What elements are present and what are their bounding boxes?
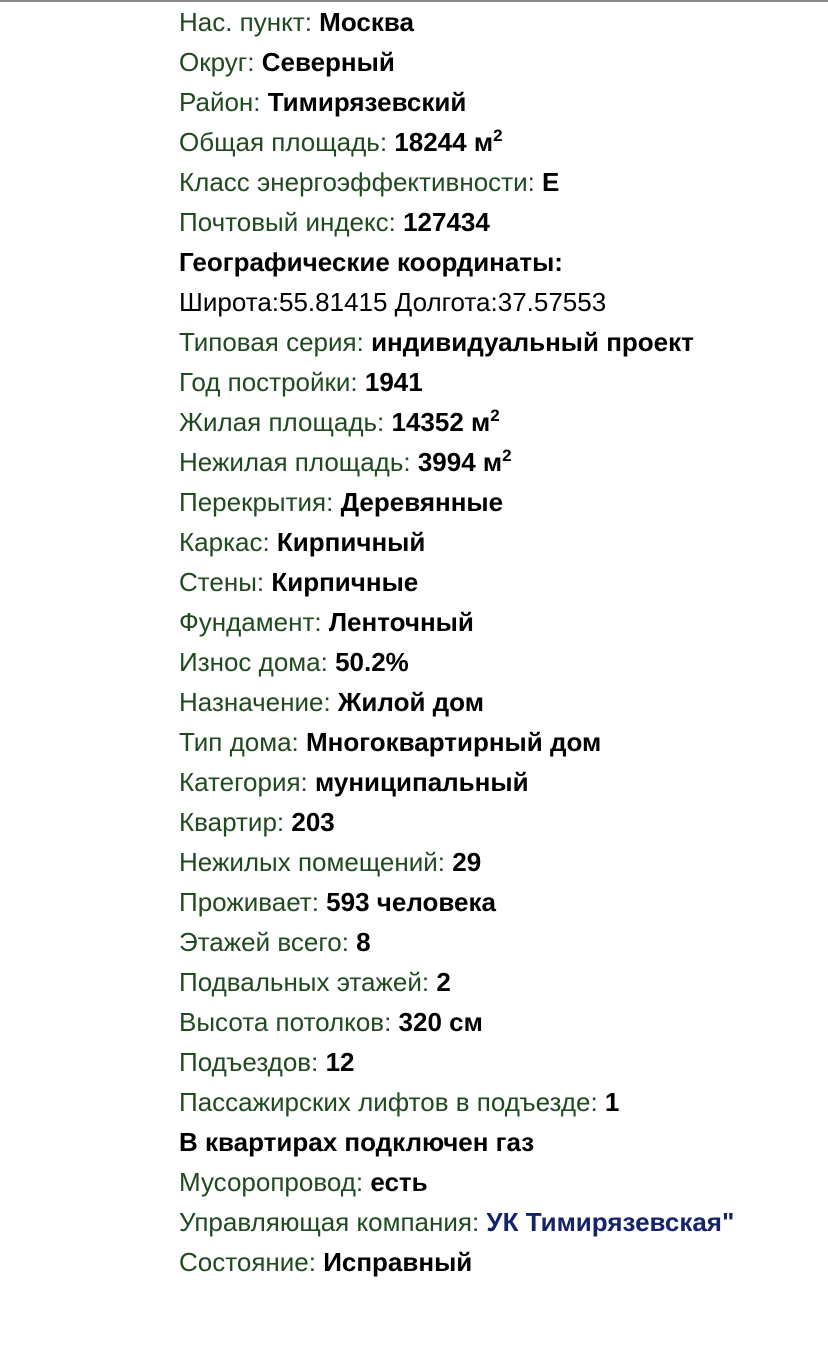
row-series [179, 322, 819, 362]
residents-label: Проживает: [179, 887, 327, 917]
row-apartments [179, 802, 819, 842]
house-type-value: Многоквартирный дом [305, 727, 602, 757]
row-okrug [179, 42, 819, 82]
row-category [179, 762, 819, 802]
ceiling-height-value: 320 см [398, 1007, 483, 1037]
settlement-value: Москва [319, 7, 414, 37]
house-info-list [179, 2, 819, 1282]
walls-value: Кирпичные [271, 567, 419, 597]
energy-class-value: Е [542, 167, 560, 197]
condition-label: Состояние: [179, 1247, 324, 1277]
apartments-value: 203 [291, 807, 335, 837]
geo-coords: Широта:55.81415 Долгота:37.57553 [179, 287, 607, 317]
basement-floors-label: Подвальных этажей: [179, 967, 437, 997]
row-foundation [179, 602, 819, 642]
okrug-label: Округ: [179, 47, 262, 77]
district-label: Район: [179, 87, 268, 117]
nonliving-area-value [418, 447, 512, 477]
category-value: муниципальный [315, 767, 529, 797]
row-geo-coords [179, 282, 819, 322]
row-year-built [179, 362, 819, 402]
row-total-area [179, 122, 819, 162]
row-district [179, 82, 819, 122]
energy-class-label: Класс энергоэффективности: [179, 167, 543, 197]
category-label: Категория: [179, 767, 315, 797]
row-ceiling-height [179, 1002, 819, 1042]
nonliving-rooms-value: 29 [452, 847, 482, 877]
condition-value: Исправный [323, 1247, 473, 1277]
nonliving-rooms-label: Нежилых помещений: [179, 847, 453, 877]
row-nonliving-rooms [179, 842, 819, 882]
row-residents [179, 882, 819, 922]
entrances-label: Подъездов: [179, 1047, 326, 1077]
nonliving-area-number: 3994 м [417, 447, 503, 477]
living-area-number: 14352 м [391, 407, 491, 437]
total-area-value [394, 127, 502, 157]
gas-note: В квартирах подключен газ [179, 1127, 535, 1157]
floors-type-value: Деревянные [340, 487, 504, 517]
postal-code-value: 127434 [403, 207, 490, 237]
row-geo-heading [179, 242, 819, 282]
management-label: Управляющая компания: [179, 1207, 487, 1237]
row-entrances [179, 1042, 819, 1082]
year-built-value: 1941 [364, 367, 423, 397]
total-area-label: Общая площадь: [179, 127, 395, 157]
row-nonliving-area [179, 442, 819, 482]
row-garbage-chute [179, 1162, 819, 1202]
series-value: индивидуальный проект [371, 327, 694, 357]
lifts-label: Пассажирских лифтов в подъезде: [179, 1087, 605, 1117]
purpose-label: Назначение: [179, 687, 338, 717]
row-floors-total [179, 922, 819, 962]
row-purpose [179, 682, 819, 722]
frame-value: Кирпичный [276, 527, 426, 557]
wear-value: 50.2% [335, 647, 409, 677]
living-area-sup: 2 [490, 406, 500, 425]
row-energy-class [179, 162, 819, 202]
total-area-sup: 2 [493, 126, 503, 145]
row-floors-type [179, 482, 819, 522]
lifts-value: 1 [604, 1087, 620, 1117]
geo-heading: Географические координаты: [179, 247, 563, 277]
row-postal-code [179, 202, 819, 242]
year-built-label: Год постройки: [179, 367, 365, 397]
series-label: Типовая серия: [179, 327, 372, 357]
purpose-value: Жилой дом [337, 687, 484, 717]
wear-label: Износ дома: [179, 647, 336, 677]
foundation-value: Ленточный [328, 607, 474, 637]
row-basement-floors [179, 962, 819, 1002]
ceiling-height-label: Высота потолков: [179, 1007, 399, 1037]
management-company-link[interactable]: УК Тимирязевская" [486, 1207, 735, 1237]
settlement-label: Нас. пункт: [179, 7, 320, 37]
apartments-label: Квартир: [179, 807, 292, 837]
row-wear [179, 642, 819, 682]
floors-type-label: Перекрытия: [179, 487, 341, 517]
nonliving-area-sup: 2 [502, 446, 512, 465]
okrug-value: Северный [261, 47, 395, 77]
row-condition [179, 1242, 819, 1282]
row-lifts [179, 1082, 819, 1122]
row-gas [179, 1122, 819, 1162]
row-house-type [179, 722, 819, 762]
district-value: Тимирязевский [267, 87, 467, 117]
floors-total-value: 8 [356, 927, 371, 957]
garbage-chute-value: есть [370, 1167, 428, 1197]
walls-label: Стены: [179, 567, 272, 597]
floors-total-label: Этажей всего: [179, 927, 357, 957]
row-living-area [179, 402, 819, 442]
row-settlement [179, 2, 819, 42]
garbage-chute-label: Мусоропровод: [179, 1167, 371, 1197]
nonliving-area-label: Нежилая площадь: [179, 447, 418, 477]
residents-value: 593 человека [326, 887, 496, 917]
foundation-label: Фундамент: [179, 607, 329, 637]
basement-floors-value: 2 [436, 967, 451, 997]
living-area-value [391, 407, 499, 437]
row-management [179, 1202, 819, 1242]
house-type-label: Тип дома: [179, 727, 306, 757]
living-area-label: Жилая площадь: [179, 407, 392, 437]
frame-label: Каркас: [179, 527, 277, 557]
entrances-value: 12 [325, 1047, 355, 1077]
total-area-number: 18244 м [394, 127, 494, 157]
postal-code-label: Почтовый индекс: [179, 207, 404, 237]
row-frame [179, 522, 819, 562]
row-walls [179, 562, 819, 602]
